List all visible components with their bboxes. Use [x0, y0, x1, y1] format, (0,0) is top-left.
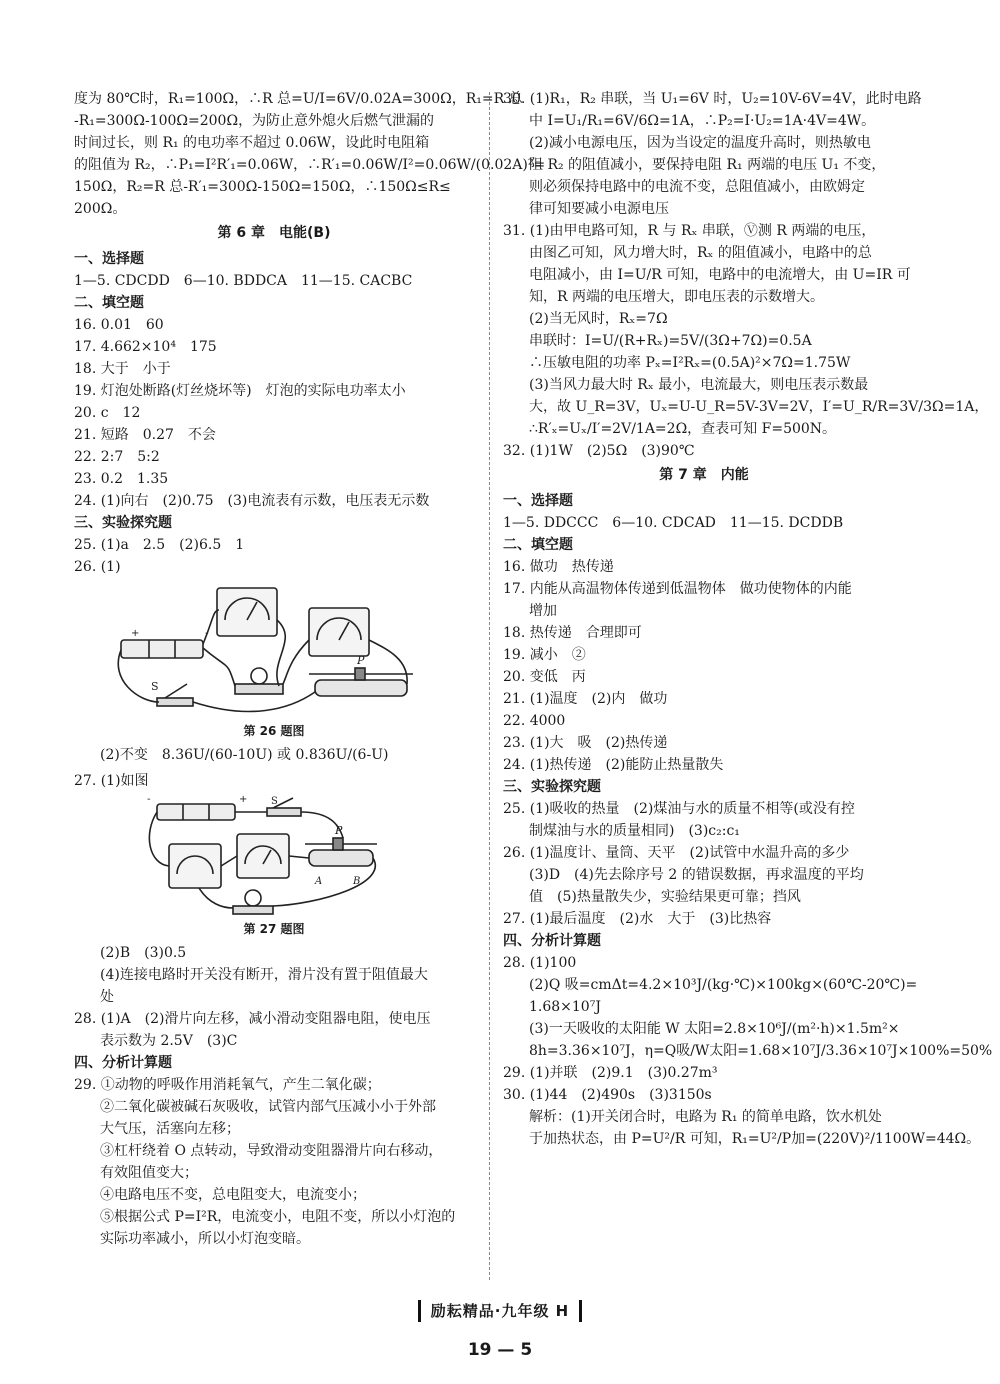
text-line: 知，R 两端的电压增大，即电压表的示数增大。	[529, 289, 824, 305]
text-line: (3)一天吸收的太阳能 W 太阳=2.8×10⁶J/(m²·h)×1.5m²×	[529, 1021, 900, 1037]
fill-answer: 21. 短路 0.27 不会	[74, 427, 216, 443]
text-line: 串联时：I=U/(R+Rₓ)=5V/(3Ω+7Ω)=0.5A	[529, 333, 812, 349]
text-line: 200Ω。	[74, 201, 127, 217]
chapter-6-title: 第 6 章 电能(B)	[217, 225, 331, 241]
column-divider	[489, 92, 490, 1280]
section-heading: 三、实验探究题	[74, 515, 172, 531]
circuit-diagram-27	[139, 794, 409, 918]
text-line: 30. (1)44 (2)490s (3)3150s	[503, 1087, 712, 1103]
text-line: ④电路电压不变，总电阻变大，电流变小；	[100, 1187, 366, 1203]
svg-text:+: +	[131, 628, 140, 639]
fill-answer: 22. 4000	[503, 713, 566, 729]
circuit-figure-27	[74, 794, 474, 940]
answer-32: 32. (1)1W (2)5Ω (3)90℃	[503, 443, 695, 459]
text-line: 有效阻值变大；	[100, 1165, 198, 1181]
answer-27: 27. (1)如图	[74, 773, 149, 789]
svg-text:-: -	[147, 794, 151, 805]
fill-answer: 增加	[529, 603, 557, 619]
text-line: 实际功率减小，所以小灯泡变暗。	[100, 1231, 310, 1247]
fill-answer: 17. 内能从高温物体传递到低温物体 做功使物体的内能	[503, 581, 852, 597]
figure-26-caption: 第 26 题图	[243, 724, 305, 738]
text-line: ⑤根据公式 P=I²R，电流变小，电阻不变，所以小灯泡的	[100, 1209, 456, 1225]
text-line: 25. (1)吸收的热量 (2)煤油与水的质量不相等(或没有控	[503, 801, 855, 817]
text-line: 26. (1)温度计、量筒、天平 (2)试管中水温升高的多少	[503, 845, 850, 861]
text-line: 1.68×10⁷J	[529, 999, 601, 1015]
text-line: 29. (1)并联 (2)9.1 (3)0.27m³	[503, 1065, 718, 1081]
circuit-diagram-26	[109, 580, 439, 720]
section-heading: 四、分析计算题	[74, 1055, 172, 1071]
text-line: 31. (1)由甲电路可知，R 与 Rₓ 串联，Ⓥ测 R 两端的电压，	[503, 223, 876, 239]
choice-answers: 1—5. DDCCC 6—10. CDCAD 11—15. DCDDB	[503, 515, 844, 531]
section-heading: 三、实验探究题	[503, 779, 601, 795]
fill-answer: 22. 2:7 5:2	[74, 449, 160, 465]
figure-27-caption: 第 27 题图	[243, 922, 305, 936]
text-line: 28. (1)100	[503, 955, 577, 971]
text-line: ∴R′ₓ=Uₓ/I′=2V/1A=2Ω，查表可知 F=500N。	[529, 421, 837, 437]
page-footer	[0, 1300, 1000, 1361]
text-line: 律可知要减小电源电压	[529, 201, 669, 217]
fill-answer: 18. 大于 小于	[74, 361, 171, 377]
fill-answer: 19. 减小 ②	[503, 647, 586, 663]
text-line: ③杠杆绕着 O 点转动，导致滑动变阻器滑片向右移动，	[100, 1143, 443, 1159]
text-line: 处	[100, 989, 114, 1005]
text-line: 中 I=U₁/R₁=6V/6Ω=1A，∴P₂=I·U₂=1A·4V=4W。	[529, 113, 876, 129]
fill-answer: 19. 灯泡处断路(灯丝烧坏等) 灯泡的实际电功率太小	[74, 383, 406, 399]
text-line: 解析：(1)开关闭合时，电路为 R₁ 的简单电路，饮水机处	[529, 1109, 882, 1125]
answer-26: 26. (1)	[74, 559, 121, 575]
svg-text:S: S	[271, 796, 278, 807]
svg-text:P: P	[335, 824, 343, 837]
text-line: 150Ω，R₂=R 总-R′₁=300Ω-150Ω=150Ω，∴150Ω≤R≤	[74, 179, 451, 195]
choice-answers: 1—5. CDCDD 6—10. BDDCA 11—15. CACBC	[74, 273, 413, 289]
fill-answer: 20. c 12	[74, 405, 141, 421]
text-line: 表示数为 2.5V (3)C	[100, 1033, 238, 1049]
text-line: 电阻减小，由 I=U/R 可知，电路中的电流增大，由 U=IR 可	[529, 267, 911, 283]
fill-answer: 18. 热传递 合理即可	[503, 625, 642, 641]
answer-25: 25. (1)a 2.5 (2)6.5 1	[74, 537, 245, 553]
answer-26-2: (2)不变 8.36U/(60-10U) 或 0.836U/(6-U)	[100, 747, 389, 763]
text-line: (2)当无风时，Rₓ=7Ω	[529, 311, 668, 327]
text-line: 阻 R₂ 的阻值减小，要保持电阻 R₁ 两端的电压 U₁ 不变，	[529, 157, 886, 173]
section-heading: 一、选择题	[74, 251, 144, 267]
fill-answer: 16. 0.01 60	[74, 317, 164, 333]
fill-answer: 20. 变低 丙	[503, 669, 586, 685]
text-line: 时间过长，则 R₁ 的电功率不超过 0.06W，设此时电阻箱	[74, 135, 430, 151]
text-line: 28. (1)A (2)滑片向左移，减小滑动变阻器电阻，使电压	[74, 1011, 431, 1027]
svg-text:+: +	[239, 794, 248, 805]
text-line: 30. (1)R₁，R₂ 串联，当 U₁=6V 时，U₂=10V-6V=4V，此时电路	[503, 91, 922, 107]
text-line: 由图乙可知，风力增大时，Rₓ 的阻值减小，电路中的总	[529, 245, 872, 261]
fill-answer: 23. (1)大 吸 (2)热传递	[503, 735, 668, 751]
text-line: ②二氧化碳被碱石灰吸收，试管内部气压减小小于外部	[100, 1099, 436, 1115]
text-line: 则必须保持电路中的电流不变，总阻值减小，由欧姆定	[529, 179, 865, 195]
fill-answer: 21. (1)温度 (2)内 做功	[503, 691, 668, 707]
text-line: (3)当风力最大时 Rₓ 最小，电流最大，则电压表示数最	[529, 377, 869, 393]
chapter-7-title: 第 7 章 内能	[659, 467, 749, 483]
text-line: 大气压，活塞向左移；	[100, 1121, 240, 1137]
fill-answer: 16. 做功 热传递	[503, 559, 614, 575]
section-heading: 四、分析计算题	[503, 933, 601, 949]
text-line: 29. ①动物的呼吸作用消耗氧气，产生二氧化碳；	[74, 1077, 381, 1093]
text-line: (2)B (3)0.5	[100, 945, 187, 961]
brand-label: 励耘精品·九年级 H	[418, 1300, 582, 1322]
svg-text:-: -	[205, 628, 209, 639]
svg-text:S: S	[151, 680, 159, 693]
fill-answer: 17. 4.662×10⁴ 175	[74, 339, 217, 355]
text-line: 于加热状态，由 P=U²/R 可知，R₁=U²/P加=(220V)²/1100W=44Ω。	[529, 1131, 981, 1147]
text-line: ∴压敏电阻的功率 Pₓ=I²Rₓ=(0.5A)²×7Ω=1.75W	[529, 355, 851, 371]
text-line: 大，故 U_R=3V，Uₓ=U-U_R=5V-3V=2V，I′=U_R/R=3V/3Ω=1A，	[529, 399, 989, 415]
text-line: (3)D (4)先去除序号 2 的错误数据，再求温度的平均	[529, 867, 864, 883]
section-heading: 二、填空题	[74, 295, 144, 311]
svg-text:A: A	[315, 876, 323, 887]
page-number: 19 — 5	[467, 1340, 533, 1360]
text-line: 度为 80℃时，R₁=100Ω，∴R 总=U/I=6V/0.02A=300Ω，R₁=R 总	[74, 91, 523, 107]
svg-text:P: P	[357, 654, 365, 667]
fill-answer: 24. (1)热传递 (2)能防止热量散失	[503, 757, 724, 773]
text-line: 值 (5)热量散失少，实验结果更可靠；挡风	[529, 889, 801, 905]
text-line: 8h=3.36×10⁷J，η=Q吸/W太阳=1.68×10⁷J/3.36×10⁷J×100%=50%	[529, 1043, 993, 1059]
section-heading: 一、选择题	[503, 493, 573, 509]
text-line: 制煤油与水的质量相同) (3)c₂:c₁	[529, 823, 740, 839]
svg-text:B: B	[353, 876, 361, 887]
section-heading: 二、填空题	[503, 537, 573, 553]
circuit-figure-26	[74, 580, 474, 742]
text-line: 27. (1)最后温度 (2)水 大于 (3)比热容	[503, 911, 772, 927]
fill-answer: 24. (1)向右 (2)0.75 (3)电流表有示数，电压表无示数	[74, 493, 430, 509]
text-line: -R₁=300Ω-100Ω=200Ω，为防止意外熄火后燃气泄漏的	[74, 113, 435, 129]
right-column	[503, 88, 993, 1150]
text-line: (4)连接电路时开关没有断开，滑片没有置于阻值最大	[100, 967, 428, 983]
text-line: (2)减小电源电压，因为当设定的温度升高时，则热敏电	[529, 135, 871, 151]
fill-answer: 23. 0.2 1.35	[74, 471, 169, 487]
text-line: 的阻值为 R₂，∴P₁=I²R′₁=0.06W，∴R′₁=0.06W/I²=0.06W/(0.02A)²=	[74, 157, 546, 173]
text-line: (2)Q 吸=cmΔt=4.2×10³J/(kg·℃)×100kg×(60℃-20℃)=	[529, 977, 918, 993]
